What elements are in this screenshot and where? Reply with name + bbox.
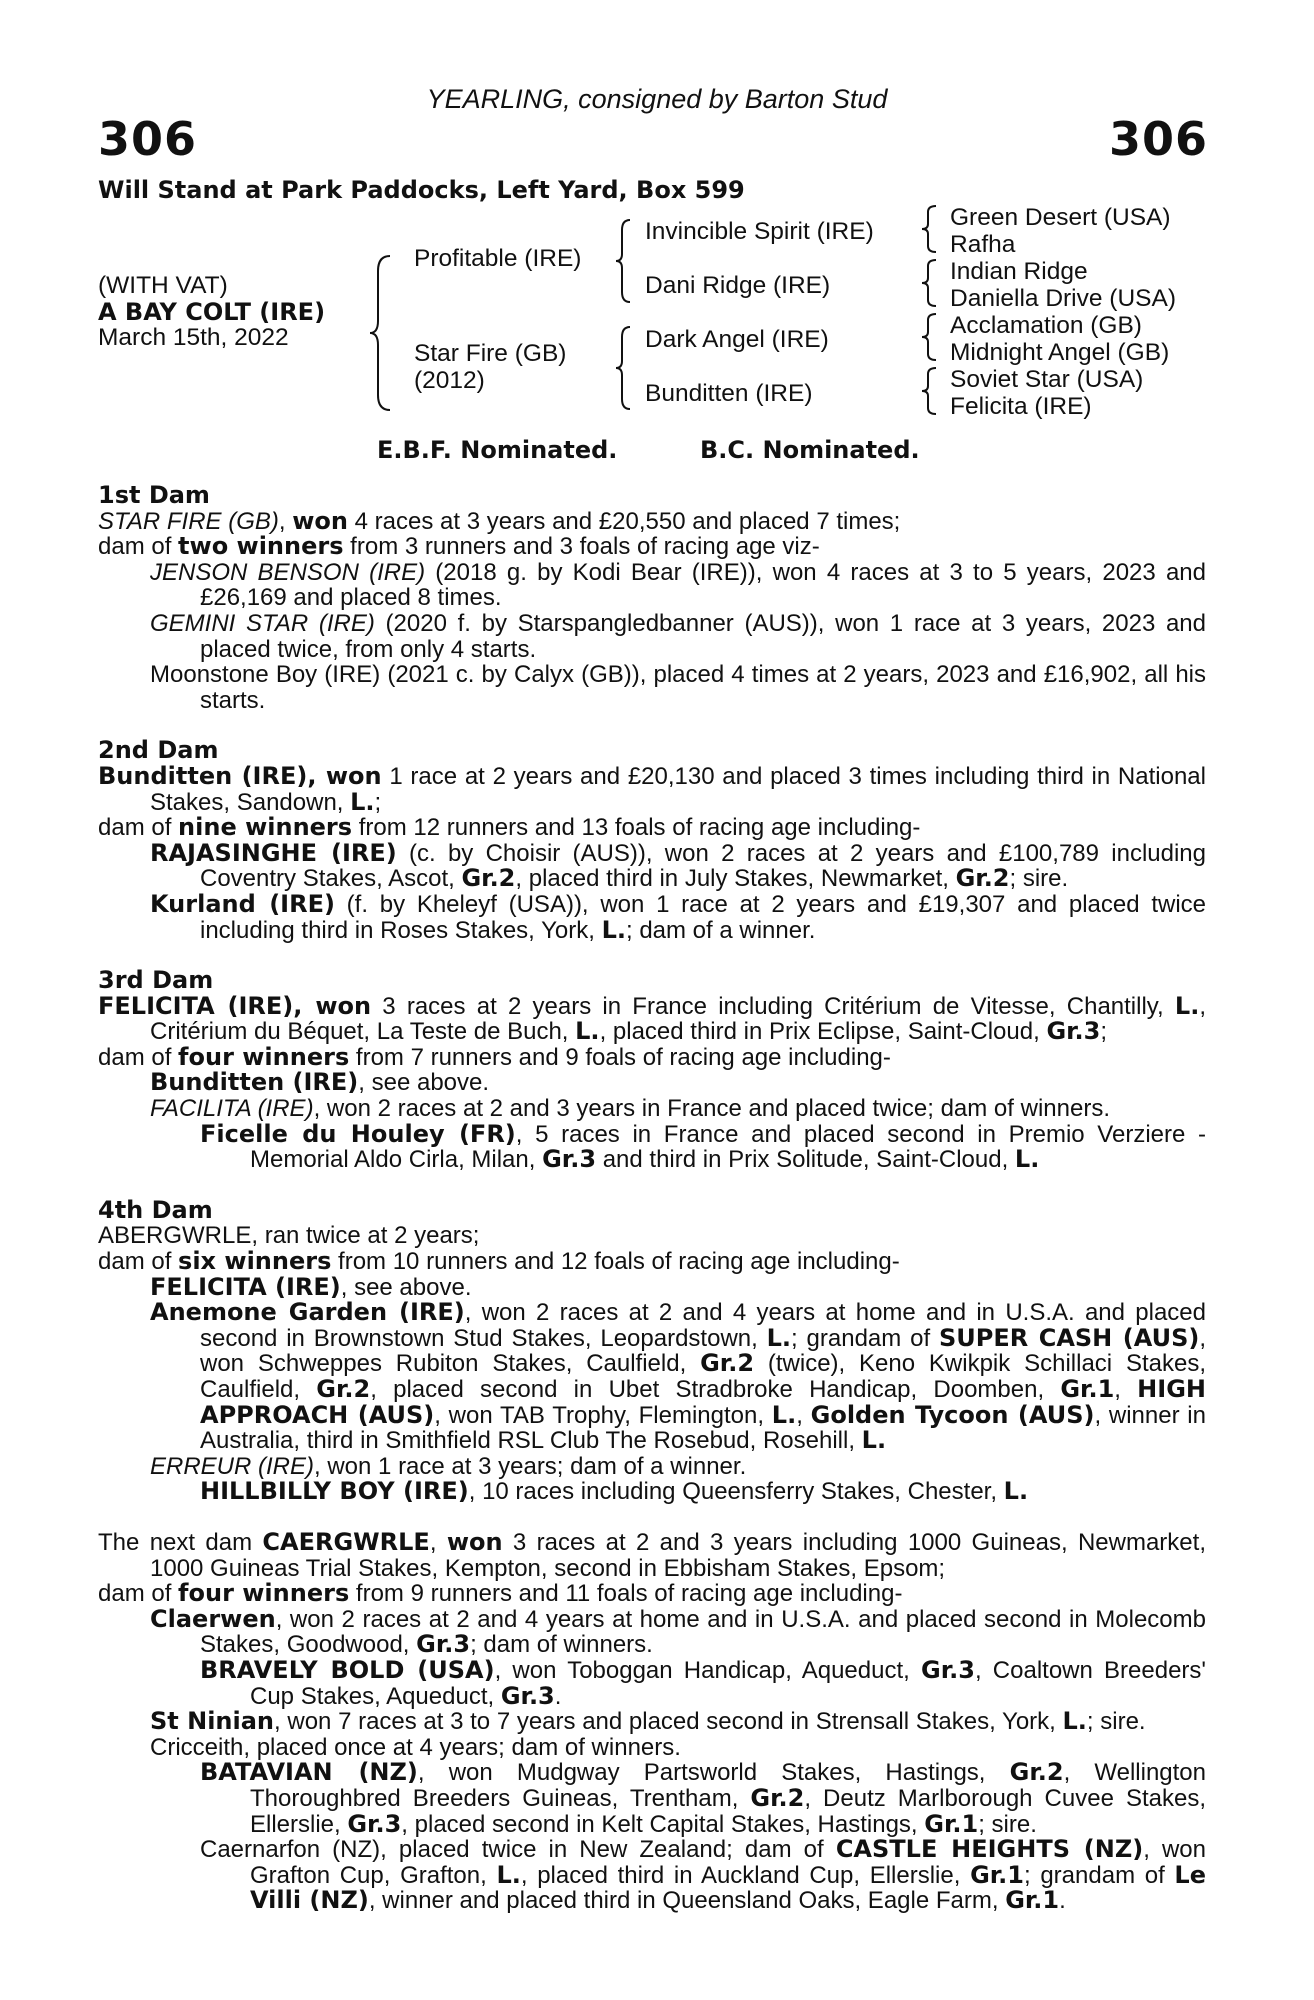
text-run: 3 races at 2 years in France including Critérium de Vitesse, Chantilly, xyxy=(371,992,1175,1020)
third-dam-record xyxy=(98,991,1206,1046)
first-dam-heading: 1st Dam xyxy=(98,481,210,509)
text-run: six winners xyxy=(178,1247,332,1276)
progeny-entry xyxy=(98,1655,1206,1710)
text-run: Gr.2 xyxy=(461,864,516,893)
second-dam-heading: 2nd Dam xyxy=(98,736,219,765)
ebf-nomination: E.B.F. Nominated. xyxy=(377,436,618,464)
text-run: FACILITA (IRE) xyxy=(150,1095,314,1123)
text-run: from 9 runners and 11 foals of racing age including- xyxy=(349,1580,903,1608)
progeny-entry xyxy=(98,889,1206,944)
third-dam-produce-summary xyxy=(98,1042,1206,1071)
pedigree-brace-g3-3 xyxy=(920,312,942,362)
text-run: , placed third in Prix Eclipse, Saint-Cloud, xyxy=(599,1018,1047,1046)
text-run: , won 2 races at 2 and 3 years in France and placed twice; dam of winners. xyxy=(313,1095,1110,1123)
section-gap xyxy=(98,1505,1206,1530)
text-run: ; dam of a winner. xyxy=(625,916,816,944)
text-run: and third in Prix Solitude, Saint-Cloud, xyxy=(596,1146,1015,1174)
progeny-entry xyxy=(98,838,1207,893)
text-run: BATAVIAN (NZ) xyxy=(200,1758,418,1787)
text-run: ; sire. xyxy=(1086,1708,1146,1736)
text-run: (f. by Kheleyf (USA)), won 1 race at 2 years and £19,307 and placed twice including third in Roses Stakes, York, xyxy=(200,890,1206,944)
text-run: won xyxy=(446,1527,503,1556)
text-run: Gr.1 xyxy=(1060,1375,1115,1403)
text-run: from 3 runners and 3 foals of racing age viz- xyxy=(343,533,820,561)
text-run: , placed third in July Stakes, Newmarket, xyxy=(515,865,956,893)
dam-year: (2012) xyxy=(414,367,485,394)
progeny-entry xyxy=(98,1709,1206,1735)
next-dam-record xyxy=(98,1527,1206,1582)
text-run: (2020 f. by Starspangledbanner (AUS)), won 1 race at 3 years, 2023 and placed twice, from only 4 starts. xyxy=(200,609,1206,663)
text-run: , Deutz Marlborough Cuvee Stakes, Ellerslie, xyxy=(250,1784,1206,1838)
sire-name: Profitable (IRE) xyxy=(414,245,582,272)
horse-name: A BAY COLT (IRE) xyxy=(98,298,326,326)
text-run: , Coaltown Breeders' Cup Stakes, Aqueduct, xyxy=(250,1656,1206,1710)
sire-dam-name: Dani Ridge (IRE) xyxy=(645,272,831,299)
second-dam-record xyxy=(98,761,1206,816)
text-run: FELICITA (IRE) xyxy=(98,991,294,1020)
text-run: ERREUR (IRE) xyxy=(150,1452,315,1480)
pedigree-brace-main xyxy=(368,253,398,413)
text-run: , won Grafton Cup, Grafton, xyxy=(250,1836,1206,1889)
sire-sire-name: Invincible Spirit (IRE) xyxy=(645,218,874,245)
bc-nomination: B.C. Nominated. xyxy=(700,436,920,464)
text-run: HILLBILLY BOY (IRE) xyxy=(200,1477,469,1506)
text-run: BRAVELY BOLD (USA) xyxy=(200,1655,495,1684)
text-run: dam of xyxy=(98,1043,179,1071)
text-run: Bunditten (IRE) xyxy=(150,1068,359,1097)
text-run: , xyxy=(796,1401,811,1429)
pedigree-brace-g3-1 xyxy=(920,204,942,254)
text-run: dam of xyxy=(98,814,179,842)
section-gap xyxy=(98,1173,1206,1198)
text-run: L. xyxy=(1062,1707,1087,1736)
text-run: ; sire. xyxy=(978,1810,1037,1838)
text-run: L. xyxy=(601,915,626,944)
text-run: Gr.3 xyxy=(1046,1017,1101,1046)
text-run: Gr.2 xyxy=(316,1375,371,1403)
text-run: Gr.2 xyxy=(955,864,1010,893)
text-run: CAERGWRLE xyxy=(262,1527,430,1556)
text-run: RAJASINGHE (IRE) xyxy=(150,838,397,867)
text-run: Gr.3 xyxy=(416,1630,471,1659)
g3-ancestor: Daniella Drive (USA) xyxy=(950,285,1177,312)
text-run: , won 2 races at 2 and 4 years at home and in U.S.A. and placed second in Brownstown Stud Stakes, Leopardstown, xyxy=(200,1299,1206,1352)
progeny-entry xyxy=(98,1096,1206,1122)
progeny-entry: Cricceith, placed once at 4 years; dam of winners. xyxy=(150,1733,681,1761)
text-run: L. xyxy=(1003,1477,1029,1506)
stand-location: Will Stand at Park Paddocks, Left Yard, Box 599 xyxy=(98,176,745,204)
dam-name-italic: STAR FIRE (GB) xyxy=(98,507,279,535)
text-run: L. xyxy=(1014,1145,1040,1174)
text-run: won xyxy=(325,761,382,790)
section-gap xyxy=(98,943,1206,968)
text-run: , xyxy=(429,1528,447,1556)
progeny-entry xyxy=(98,1837,1206,1914)
text-run: Caernarfon (NZ), placed twice in New Zealand; dam of xyxy=(200,1836,836,1864)
text-run: JENSON BENSON (IRE) xyxy=(150,558,426,586)
text-run: ; xyxy=(1100,1018,1108,1046)
text-run: , see above. xyxy=(340,1273,472,1301)
foaling-date: March 15th, 2022 xyxy=(98,324,289,351)
text-run: FELICITA (IRE) xyxy=(150,1272,341,1301)
text-run: , won Schweppes Rubiton Stakes, Caulfield, xyxy=(200,1324,1207,1378)
g3-ancestor: Indian Ridge xyxy=(950,258,1088,285)
text-run: , won Mudgway Partsworld Stakes, Hastings, xyxy=(417,1759,1010,1787)
text-run: (c. by Choisir (AUS)), won 2 races at 2 years and £100,789 including Coventry Stakes, Ascot, xyxy=(200,839,1207,893)
text-run: ; xyxy=(374,788,382,816)
text-run: , xyxy=(1114,1376,1138,1403)
text-run: (2018 g. by Kodi Bear (IRE)), won 4 races at 3 to 5 years, 2023 and £26,169 and placed 8 times. xyxy=(200,558,1206,612)
text-run: dam of xyxy=(98,1248,179,1276)
pedigree-brace-sire xyxy=(614,218,636,304)
fourth-dam-heading: 4th Dam xyxy=(98,1195,213,1224)
progeny-entry xyxy=(98,1479,1206,1505)
text-run: ; dam of winners. xyxy=(470,1631,653,1659)
text-run: ; grandam of xyxy=(791,1324,939,1352)
text-run: , 10 races including Queensferry Stakes, Chester, xyxy=(468,1478,1004,1506)
text-run: The next dam xyxy=(98,1528,263,1556)
text-run: , won 7 races at 3 to 7 years and placed second in Strensall Stakes, York, xyxy=(274,1708,1063,1736)
progeny-entry xyxy=(98,1119,1206,1174)
progeny-entry: Moonstone Boy (IRE) (2021 c. by Calyx (GB)), placed 4 times at 2 years, 2023 and £16,902, all his starts. xyxy=(150,661,1206,714)
progeny-entry xyxy=(98,1272,1206,1301)
text-run: dam of xyxy=(98,533,179,561)
text-run: Ficelle du Houley (FR) xyxy=(200,1119,516,1148)
text-run: L. xyxy=(766,1323,792,1352)
text-run: four winners xyxy=(178,1579,350,1608)
text-run: from 7 runners and 9 foals of racing age including- xyxy=(349,1043,891,1071)
text-run: Gr.2 xyxy=(700,1349,755,1378)
first-dam-produce-summary xyxy=(98,534,1206,560)
text-run: GEMINI STAR (IRE) xyxy=(150,609,375,637)
g3-ancestor: Midnight Angel (GB) xyxy=(950,339,1170,366)
third-dam-heading: 3rd Dam xyxy=(98,966,214,995)
vat-note: (WITH VAT) xyxy=(98,272,228,299)
text-run: four winners xyxy=(178,1042,350,1071)
second-dam-produce-summary xyxy=(98,815,1206,841)
text-run: Gr.1 xyxy=(1005,1886,1060,1915)
text-run: L. xyxy=(1174,991,1200,1020)
progeny-entry xyxy=(98,560,1206,611)
section-gap xyxy=(98,713,1206,738)
text-run: HIGH APPROACH (AUS) xyxy=(200,1375,1206,1429)
text-run: . xyxy=(554,1682,562,1710)
text-run: ; grandam of xyxy=(1024,1861,1175,1889)
consignor-header: YEARLING, consigned by Barton Stud xyxy=(426,84,888,114)
text-run: L. xyxy=(771,1400,797,1429)
text-run: 1 race at 2 years and £20,130 and placed 3 times including third in National Stakes, Sandown, xyxy=(150,762,1206,816)
progeny-entry xyxy=(98,1604,1206,1659)
text-run: Gr.3 xyxy=(542,1145,597,1174)
text-run: , placed third in Auckland Cup, Ellerslie, xyxy=(520,1861,971,1889)
text-run: , xyxy=(278,507,293,535)
text-run: 3 races at 2 and 3 years including 1000 Guineas, Newmarket, 1000 Guineas Trial Stakes, Kempton, second in Ebbisham Stakes, Epsom; xyxy=(150,1528,1206,1582)
text-run: from 12 runners and 13 foals of racing age including- xyxy=(352,814,921,842)
text-run: . xyxy=(1059,1887,1066,1915)
text-run: CASTLE HEIGHTS (NZ) xyxy=(835,1835,1144,1864)
progeny-entry xyxy=(98,1454,1206,1480)
text-run: ; sire. xyxy=(1009,865,1069,893)
pedigree-brace-g3-4 xyxy=(920,366,942,416)
text-run: Gr.3 xyxy=(921,1655,975,1684)
g3-ancestor: Felicita (IRE) xyxy=(950,393,1092,420)
text-run: Claerwen xyxy=(150,1604,276,1633)
dam-dam-name: Bunditten (IRE) xyxy=(645,380,813,407)
text-run: , see above. xyxy=(358,1069,490,1097)
text-run: Gr.3 xyxy=(347,1809,402,1838)
text-run: Gr.2 xyxy=(750,1783,805,1812)
pedigree-brace-g3-2 xyxy=(920,258,942,308)
text-run: Gr.2 xyxy=(1009,1758,1064,1787)
g3-ancestor: Soviet Star (USA) xyxy=(950,366,1144,393)
text-run: SUPER CASH (AUS) xyxy=(938,1323,1200,1352)
text-run: , Critérium du Béquet, La Teste de Buch, xyxy=(150,992,1206,1046)
progeny-entry xyxy=(98,1300,1206,1454)
text-run: from 10 runners and 12 foals of racing age including- xyxy=(331,1248,900,1276)
text-run: Gr.3 xyxy=(500,1681,555,1710)
text-run: two winners xyxy=(178,532,344,561)
g3-ancestor: Rafha xyxy=(950,231,1016,258)
text-run: , won 2 races at 2 and 4 years at home and in U.S.A. and placed second in Molecomb Stakes, Goodwood, xyxy=(200,1605,1206,1659)
text-run: Gr.1 xyxy=(970,1860,1024,1889)
text-run: , won Toboggan Handicap, Aqueduct, xyxy=(494,1656,921,1684)
text-run: dam of xyxy=(98,1580,179,1608)
fourth-dam-produce-summary xyxy=(98,1249,1206,1275)
text-run: L. xyxy=(575,1017,600,1046)
text-run: Bunditten (IRE) xyxy=(98,761,308,790)
next-dam-produce-summary xyxy=(98,1581,1206,1607)
text-run: L. xyxy=(861,1426,887,1455)
text-run: , xyxy=(307,761,326,790)
fourth-dam-record: ABERGWRLE, ran twice at 2 years; xyxy=(98,1222,480,1250)
text-run: , winner and placed third in Queensland Oaks, Eagle Farm, xyxy=(368,1887,1006,1915)
text-run: , won TAB Trophy, Flemington, xyxy=(434,1401,772,1429)
text-run: , won 1 race at 3 years; dam of a winner. xyxy=(314,1452,747,1480)
progeny-entry xyxy=(98,1070,1206,1096)
text-run: won xyxy=(292,506,348,535)
text-run: St Ninian xyxy=(150,1707,275,1736)
dam-sire-name: Dark Angel (IRE) xyxy=(645,326,829,353)
text-run: L. xyxy=(496,1860,521,1889)
text-run: , Wellington Thoroughbred Breeders Guineas, Trentham, xyxy=(250,1759,1206,1812)
text-run: (twice), Keno Kwikpik Schillaci Stakes, Caulfield, xyxy=(200,1350,1206,1403)
text-run: , xyxy=(293,991,316,1020)
text-run: Anemone Garden (IRE) xyxy=(150,1298,465,1327)
g3-ancestor: Green Desert (USA) xyxy=(950,204,1171,231)
pedigree-brace-dam xyxy=(614,325,636,411)
text-run: nine winners xyxy=(178,813,353,842)
text-run: won xyxy=(315,991,372,1020)
text-run: 4 races at 3 years and £20,550 and placed 7 times; xyxy=(347,507,901,535)
text-run: Gr.1 xyxy=(924,1809,979,1838)
progeny-entry xyxy=(98,611,1206,662)
lot-number-left: 306 xyxy=(98,112,198,166)
text-run: Golden Tycoon (AUS) xyxy=(810,1400,1095,1429)
dam-name: Star Fire (GB) xyxy=(414,340,567,367)
text-run: , placed second in Kelt Capital Stakes, Hastings, xyxy=(401,1810,925,1838)
lot-number-right: 306 xyxy=(1108,112,1208,166)
g3-ancestor: Acclamation (GB) xyxy=(950,312,1142,339)
text-run: , 5 races in France and placed second in Premio Verziere - Memorial Aldo Cirla, Milan, xyxy=(250,1120,1206,1174)
text-run: L. xyxy=(350,787,375,816)
text-run: Kurland (IRE) xyxy=(150,889,335,918)
first-dam-record xyxy=(98,506,1206,535)
text-run: Le Villi (NZ) xyxy=(250,1860,1206,1915)
progeny-entry xyxy=(98,1760,1206,1837)
pedigree-notes xyxy=(98,483,1206,1914)
text-run: , placed second in Ubet Stradbroke Handicap, Doomben, xyxy=(370,1376,1061,1403)
text-run: , winner in Australia, third in Smithfield RSL Club The Rosebud, Rosehill, xyxy=(200,1401,1206,1455)
